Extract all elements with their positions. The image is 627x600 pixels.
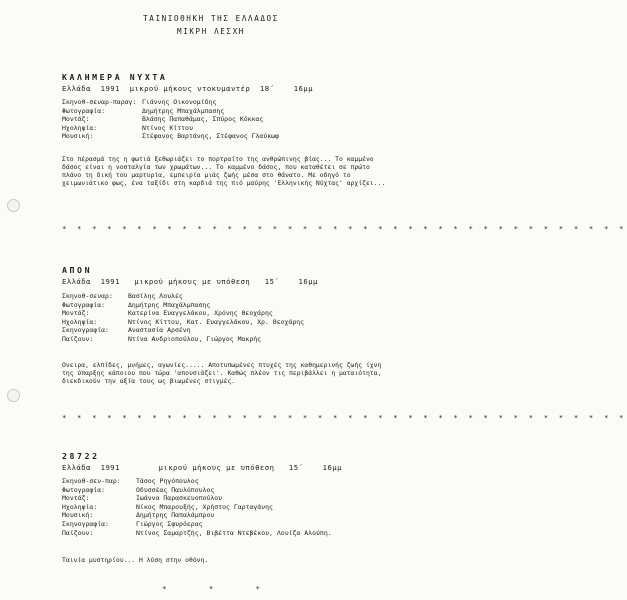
film-title: ΚΑΛΗΜΕΡΑ ΝΥΧΤΑ	[62, 72, 168, 82]
credit-names: Νίκος Μπαρουξής, Χρήστος Γαρταγάνης	[136, 502, 273, 511]
credit-row	[62, 486, 332, 495]
credit-role: Σκηνοθ-σεναρ:	[62, 292, 113, 300]
credit-role: Σκηνογραφία:	[62, 326, 109, 335]
end-stars: * * *	[162, 584, 260, 593]
credit-row	[62, 503, 332, 512]
credit-row	[62, 477, 332, 486]
film-credits	[62, 98, 279, 141]
film-title: 28722	[62, 451, 100, 461]
film-credits	[62, 477, 332, 537]
credit-role: Μοντάζ:	[62, 309, 90, 318]
credit-role: Παίζουν:	[62, 334, 94, 343]
credit-role: Σκηνογραφία:	[62, 519, 109, 528]
credit-row	[62, 301, 304, 310]
credit-row	[62, 107, 279, 116]
credit-row	[62, 115, 279, 124]
credit-role: Ηχοληψία:	[62, 123, 98, 132]
credit-names: Οδυσσέας Παυλόπουλος	[136, 485, 215, 494]
credit-names: Δημήτρης Μπαχάλμπασης	[142, 106, 225, 115]
credit-role: Φωτογραφία:	[62, 300, 106, 309]
separator-stars: * * * * * * * * * * * * * * * * * * * * * * * * * * * * * * * * * * * * * *	[62, 413, 627, 422]
film-title: ΑΠΟΝ	[62, 265, 93, 275]
header-club-name: ΜΙΚΡΗ ΛΕΣΧΗ	[177, 27, 245, 36]
credit-role: Φωτογραφία:	[62, 106, 106, 115]
credit-role: Ηχοληψία:	[62, 317, 98, 326]
credit-names: Βασίλης Λουλές	[128, 292, 183, 300]
separator-stars: * * * * * * * * * * * * * * * * * * * * * * * * * * * * * * * * * * * * * *	[62, 224, 627, 233]
credit-names: Κατερίνα Ευαγγελάκου, Χρόνης Θεοχάρης	[128, 309, 273, 318]
credit-row	[62, 326, 304, 335]
credit-role: Μουσική:	[62, 132, 94, 141]
binder-hole	[7, 199, 20, 212]
credit-row	[62, 520, 332, 529]
credit-row	[62, 309, 304, 318]
credit-names: Βλάσης Παπαθάμας, Σπύρος Κόκκας	[142, 115, 264, 124]
credit-names: Ντίνα Ανδριοπούλου, Γιώργος Μακρής	[128, 334, 262, 343]
credit-names: Γιάννης Οικονομίδης	[142, 98, 217, 106]
credit-role: Μουσική:	[62, 511, 94, 520]
credit-row	[62, 318, 304, 327]
credit-role: Φωτογραφία:	[62, 485, 106, 494]
credit-role: Μοντάζ:	[62, 115, 90, 124]
credit-row	[62, 124, 279, 133]
credit-names: Στέφανος Βαρτάνης, Στέφανος Γλαύκωφ	[142, 132, 279, 141]
film-meta: Ελλάδα 1991 μικρού μήκους ντοκυμαντέρ 18΄ 16μμ	[62, 84, 314, 93]
binder-hole	[7, 389, 20, 402]
credit-row	[62, 529, 332, 538]
header-archive-name: ΤΑΙΝΙΟΘΗΚΗ ΤΗΣ ΕΛΛΑΔΟΣ	[143, 14, 279, 23]
credit-row	[62, 98, 279, 107]
credit-role: Σκηνοθ-σεν-παρ:	[62, 477, 121, 485]
credit-role: Σκηνοθ-σεναρ-παραγ:	[62, 98, 137, 106]
credit-names: Ντίνος Κίττου	[142, 123, 193, 132]
film-meta: Ελλάδα 1991 μικρού μήκους με υπόθεση 15΄ 16μμ	[62, 463, 342, 472]
credit-names: Αναστασία Αρσένη	[128, 326, 191, 335]
credit-names: Ντίνος Κίττου, Κατ. Ευαγγελάκου, Χρ. Θεοχάρης	[128, 317, 305, 326]
credit-row	[62, 335, 304, 344]
credit-names: Δημήτρης Παπαλάμπρου	[136, 511, 215, 520]
credit-row	[62, 511, 332, 520]
film-credits	[62, 292, 304, 344]
film-synopsis: Ταινία μυστηρίου... Η λύση στην οθόνη.	[62, 556, 209, 564]
credit-role: Παίζουν:	[62, 528, 94, 537]
credit-names: Δημήτρης Μπαχάλμπασης	[128, 300, 211, 309]
credit-names: Γιώργος Σφυρόερας	[136, 519, 203, 528]
film-synopsis: Στο πέρασμά της η φωτιά ξεθωριάζει το πορτραίτο της ανθρώπινης βίας... Το καμμένο δάσος είναι η νοσταλγία των χρωμάτων... Το καμμένο δάσος, που καταθέτει σε πρώτο πλάνο τη δική του μαρτυρία, εμπειρία μιάς ζωής μέσα στο θάνατο. Με οδηγό το χειμωνιάτικο φως, ένα ταξίδι στη καρδιά της πιό μαύρης 'Ελληνικής Νύχτας' αρχίζει...	[62, 155, 386, 188]
credit-names: Ιωάννα Παρασκευοπούλου	[136, 494, 223, 503]
film-synopsis: Ονειρα, ελπίδες, μνήμες, αγωνίες..... Αποτυπωμένες πτυχές της καθημερινής ζωής ίχνη της ύπαρξης κάποιου που τώρα 'απουσιάζει'. Καθώς πλέον τις περιβάλλει η ματαιότητα, διεκδικούν την αξία τους ως βιωμένες στιγμές.	[62, 361, 382, 386]
credit-names: Τάσος Ρηγόπουλος	[136, 477, 199, 485]
credit-role: Ηχοληψία:	[62, 502, 98, 511]
credit-row	[62, 494, 332, 503]
credit-names: Ντίνος Σαμαρτζής, Βιβέττα Ντεβέκου, Λουίζα Αλούπη.	[136, 528, 332, 537]
credit-row	[62, 292, 304, 301]
film-meta: Ελλάδα 1991 μικρού μήκους με υπόθεση 15΄ 16μμ	[62, 277, 318, 286]
credit-role: Μοντάζ:	[62, 494, 90, 503]
credit-row	[62, 132, 279, 141]
